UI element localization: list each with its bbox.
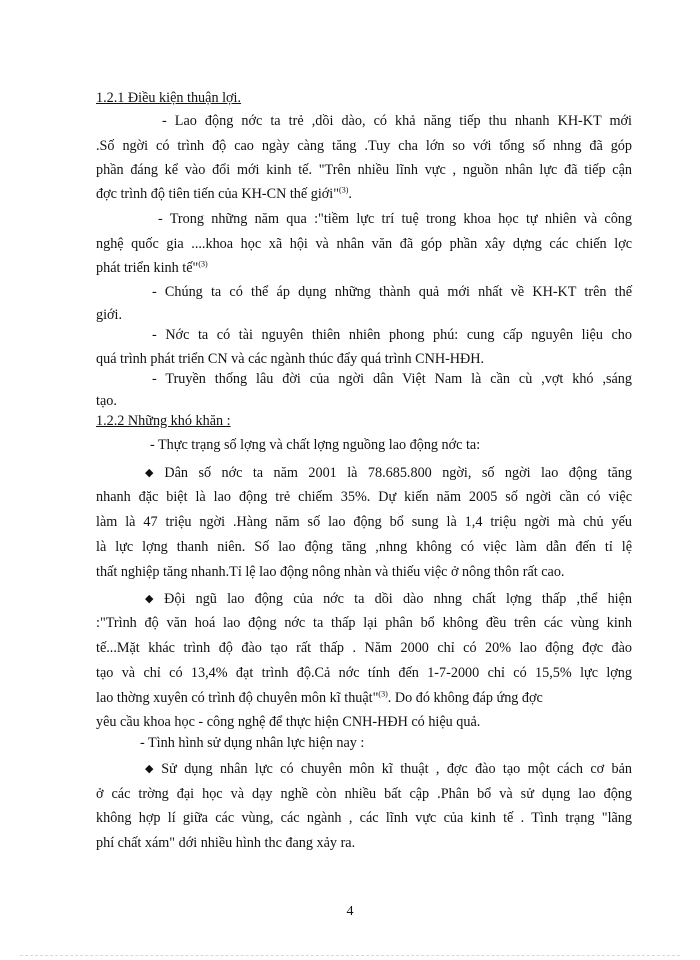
paragraph-line: .Số ngời có trình độ cao ngày càng tăng .Tuy cha lớn so với tổng số nhng đã góp [96, 138, 632, 154]
paragraph-line: - Lao động nớc ta trẻ ,dồi dào, có khả năng tiếp thu nhanh KH-KT mới [162, 113, 632, 129]
citation-ref: (3) [378, 689, 388, 699]
bullet-line: ◆ Dân số nớc ta năm 2001 là 78.685.800 ngời, số ngời lao động tăng [145, 465, 632, 481]
paragraph-line: - Thực trạng số lợng và chất lợng nguồng lao động nớc ta: [150, 437, 481, 453]
citation-ref: (3) [198, 259, 208, 269]
paragraph-line: yêu cầu khoa học - công nghệ để thực hiện CNH-HĐH có hiệu quả. [96, 714, 481, 730]
paragraph-line: tạo và chỉ có 13,4% đạt trình độ.Cả nớc tính đến 1-7-2000 chỉ có 15,5% lực lợng [96, 665, 632, 681]
paragraph-line: - Nớc ta có tài nguyên thiên nhiên phong phú: cung cấp nguyên liệu cho [152, 327, 632, 343]
bullet-line: ◆ Sử dụng nhân lực có chuyên môn kĩ thuật , đợc đào tạo một cách cơ bản [145, 761, 633, 777]
bullet-icon: ◆ [145, 763, 158, 775]
paragraph-line: thất nghiệp tăng nhanh.Tỉ lệ lao động nông nhàn và thiếu việc ở nông thôn rất cao. [96, 564, 565, 580]
bullet-icon: ◆ [145, 593, 161, 605]
page-divider [20, 955, 680, 956]
page-number: 4 [346, 904, 354, 919]
paragraph-line: nghệ quốc gia ....khoa học xã hội và nhân văn đã góp phần xây dựng các chiến lợc [96, 236, 632, 252]
paragraph-line: phần đáng kể vào đổi mới kinh tế. "Trên nhiều lĩnh vực , nguồn nhân lực đã tiếp cận [96, 162, 632, 178]
paragraph-line: ở các trờng đại học và dạy nghề còn nhiều bất cập .Phân bổ và sử dụng lao động [96, 786, 632, 802]
bullet-icon: ◆ [145, 467, 161, 479]
paragraph-line: - Trong những năm qua :"tiềm lực trí tuệ trong khoa học tự nhiên và công [158, 211, 632, 227]
bullet-line: ◆ Đội ngũ lao động của nớc ta dồi dào nhng chất lợng thấp ,thể hiện [145, 591, 632, 607]
paragraph-line: quá trình phát triển CN và các ngành thúc đẩy quá trình CNH-HĐH. [96, 351, 485, 367]
paragraph-line: phát triển kinh tế"$^{(3)}$ [96, 259, 208, 276]
paragraph-line: giới. [96, 307, 123, 323]
paragraph-line: là lực lợng thanh niên. Số lao động tăng ,nhng không có việc làm dẫn đến tỉ lệ [96, 539, 632, 555]
paragraph-line: - Truyền thống lâu đời của ngời dân Việt Nam là cần cù ,vợt khó ,sáng [152, 371, 632, 387]
heading-difficulties: 1.2.2 Những khó khăn : [96, 413, 231, 429]
paragraph-line: đợc trình độ tiên tiến của KH-CN thế giới"$^{(3)}$. [96, 185, 352, 202]
paragraph-line: tế...Mặt khác trình độ đào tạo rất thấp . Năm 2000 chỉ có 20% lao động đợc đào [96, 640, 632, 656]
paragraph-line: :"Trình độ văn hoá lao động nớc ta thấp lại phân bổ không đều trên các vùng kinh [96, 615, 632, 631]
paragraph-line: tạo. [96, 393, 117, 409]
paragraph-line: lao thờng xuyên có trình độ chuyên môn kĩ thuật"$^{(3)}$. Do đó không đáp ứng đợc [96, 689, 543, 706]
paragraph-line: làm là 47 triệu ngời .Hàng năm số lao động bổ sung là 1,4 triệu ngời mà chủ yếu [96, 514, 632, 530]
heading-favorable-conditions: 1.2.1 Điều kiện thuận lợi. [96, 90, 242, 106]
citation-ref: (3) [339, 185, 349, 195]
paragraph-line: không hợp lí giữa các vùng, các ngành , các lĩnh vực của kinh tế . Tình trạng "lãng [96, 810, 632, 826]
paragraph-line: - Tình hình sử dụng nhân lực hiện nay : [140, 735, 365, 751]
paragraph-line: phí chất xám" dới nhiều hình thc đang xảy ra. [96, 835, 356, 851]
paragraph-line: nhanh đặc biệt là lao động trẻ chiếm 35%. Dự kiến năm 2005 số ngời cần có việc [96, 489, 632, 505]
paragraph-line: - Chúng ta có thể áp dụng những thành quả mới nhất về KH-KT trên thế [152, 284, 632, 300]
